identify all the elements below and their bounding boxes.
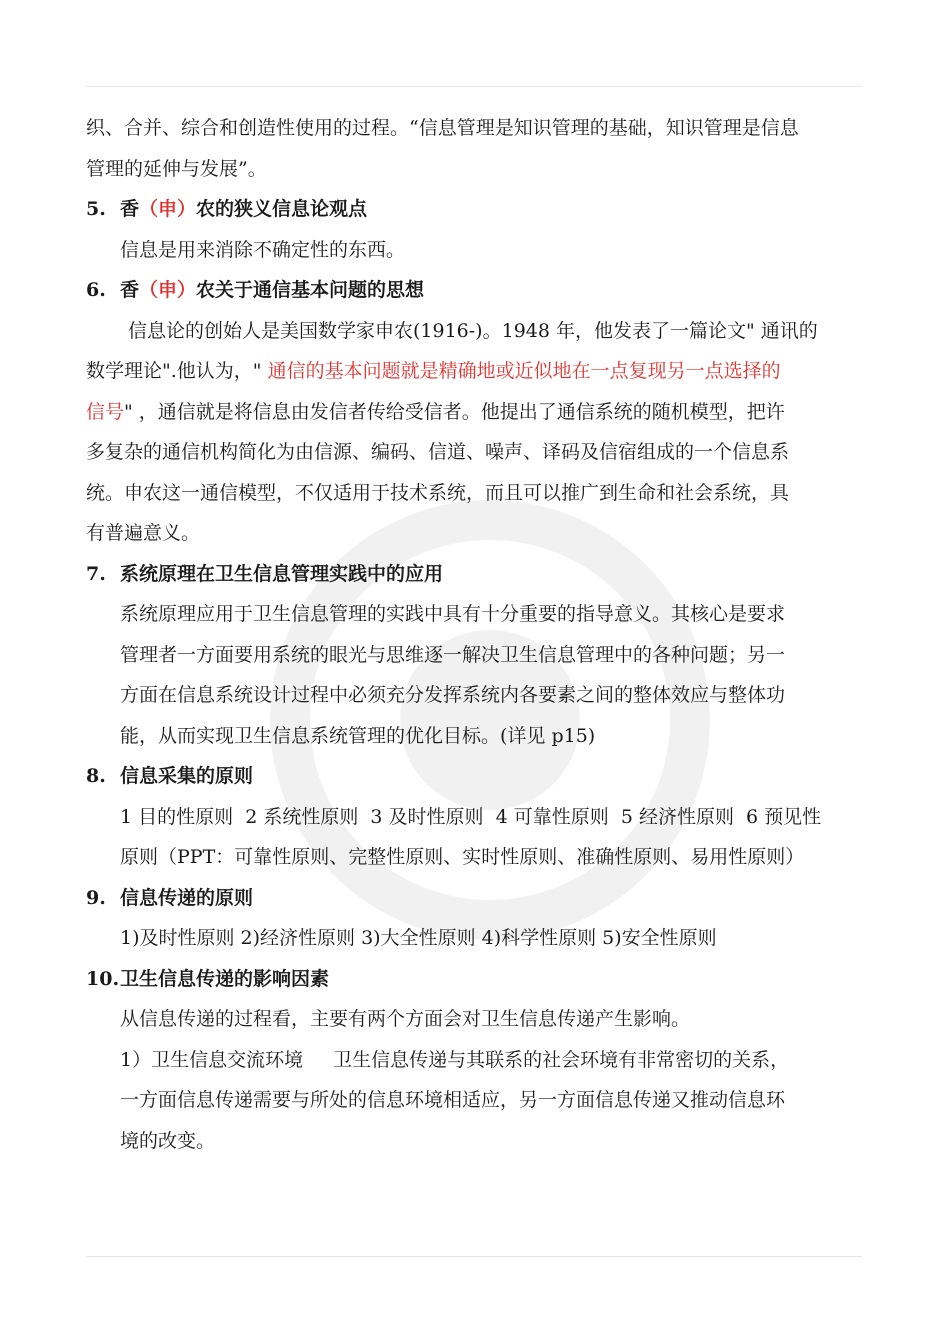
subheading-text: 1）卫生信息交流环境 [120, 1048, 304, 1071]
heading-text: 信息采集的原则 [120, 765, 254, 787]
heading-text-a: 香 [120, 279, 140, 301]
section-5-heading [86, 189, 862, 230]
section-6-heading [86, 270, 862, 311]
header-rule [86, 86, 862, 87]
footer-rule [86, 1256, 862, 1257]
section-9-line-1: 1)及时性原则 2)经济性原则 3)大全性原则 4)科学性原则 5)安全性原则 [120, 927, 717, 949]
heading-red-text: （申） [139, 198, 197, 220]
heading-text: 信息传递的原则 [120, 886, 254, 909]
section-10-line-3: 一方面信息传递需要与所处的信息环境相适应，另一方面信息传递又推动信息环 [120, 1089, 786, 1111]
line-text: 卫生信息传递与其联系的社会环境有非常密切的关系， [333, 1048, 790, 1071]
section-8-heading [86, 756, 862, 797]
section-number: 5. [86, 198, 106, 220]
section-10-line-2 [86, 1040, 862, 1081]
heading-text-b: 农关于通信基本问题的思想 [196, 279, 425, 301]
heading-text-a: 香 [120, 198, 140, 220]
heading-text: 系统原理在卫生信息管理实践中的应用 [120, 562, 444, 585]
section-6-line-5: 统。申农这一通信模型，不仅适用于技术系统，而且可以推广到生命和社会系统，具 [86, 481, 790, 504]
section-5-body: 信息是用来消除不确定性的东西。 [120, 238, 406, 261]
section-6-line-3 [86, 392, 862, 433]
section-8-line-2: 原则（PPT：可靠性原则、完整性原则、实时性原则、准确性原则、易用性原则） [120, 846, 805, 868]
section-7-line-3: 方面在信息系统设计过程中必须充分发挥系统内各要素之间的整体效应与整体功 [120, 684, 786, 706]
heading-text-b: 农的狭义信息论观点 [196, 198, 368, 220]
line-text: 数学理论".他认为，" [86, 360, 262, 382]
quote-red-text: 信号 [86, 400, 125, 423]
section-7-heading [86, 554, 862, 595]
section-number: 7. [86, 562, 106, 585]
heading-red-text: （申） [139, 279, 197, 301]
section-6-line-2 [86, 351, 862, 392]
section-number: 6. [86, 279, 106, 301]
quote-red-text: 通信的基本问题就是精确地或近似地在一点复现另一点选择的 [261, 360, 781, 382]
section-6-line-1: 信息论的创始人是美国数学家申农(1916-)。1948 年，他发表了一篇论文" 通讯的 [128, 319, 818, 342]
section-number: 8. [86, 765, 106, 787]
section-10-line-1: 从信息传递的过程看，主要有两个方面会对卫生信息传递产生影响。 [120, 1008, 691, 1030]
line-text: " ，通信就是将信息由发信者传给受信者。他提出了通信系统的随机模型，把许 [124, 400, 785, 423]
section-10-heading [86, 959, 862, 1000]
section-7-line-1: 系统原理应用于卫生信息管理的实践中具有十分重要的指导意义。其核心是要求 [120, 603, 786, 625]
section-8-line-1: 1 目的性原则 2 系统性原则 3 及时性原则 4 可靠性原则 5 经济性原则 6 预见性 [120, 805, 822, 828]
section-7-line-4: 能，从而实现卫生信息系统管理的优化目标。(详见 p15) [120, 724, 596, 747]
intro-line-1: 织、合并、综合和创造性使用的过程。“信息管理是知识管理的基础，知识管理是信息 [86, 117, 799, 139]
document-body [86, 108, 862, 1161]
section-6-line-4: 多复杂的通信机构简化为由信源、编码、信道、噪声、译码及信宿组成的一个信息系 [86, 441, 790, 463]
section-number: 10. [86, 967, 120, 990]
section-9-heading [86, 878, 862, 919]
section-6-line-6: 有普遍意义。 [86, 522, 201, 544]
heading-text: 卫生信息传递的影响因素 [120, 967, 330, 990]
section-10-line-4: 境的改变。 [120, 1129, 216, 1152]
intro-line-2: 管理的延伸与发展”。 [86, 157, 267, 180]
section-7-line-2: 管理者一方面要用系统的眼光与思维逐一解决卫生信息管理中的各种问题；另一 [120, 643, 786, 666]
section-number: 9. [86, 886, 106, 909]
